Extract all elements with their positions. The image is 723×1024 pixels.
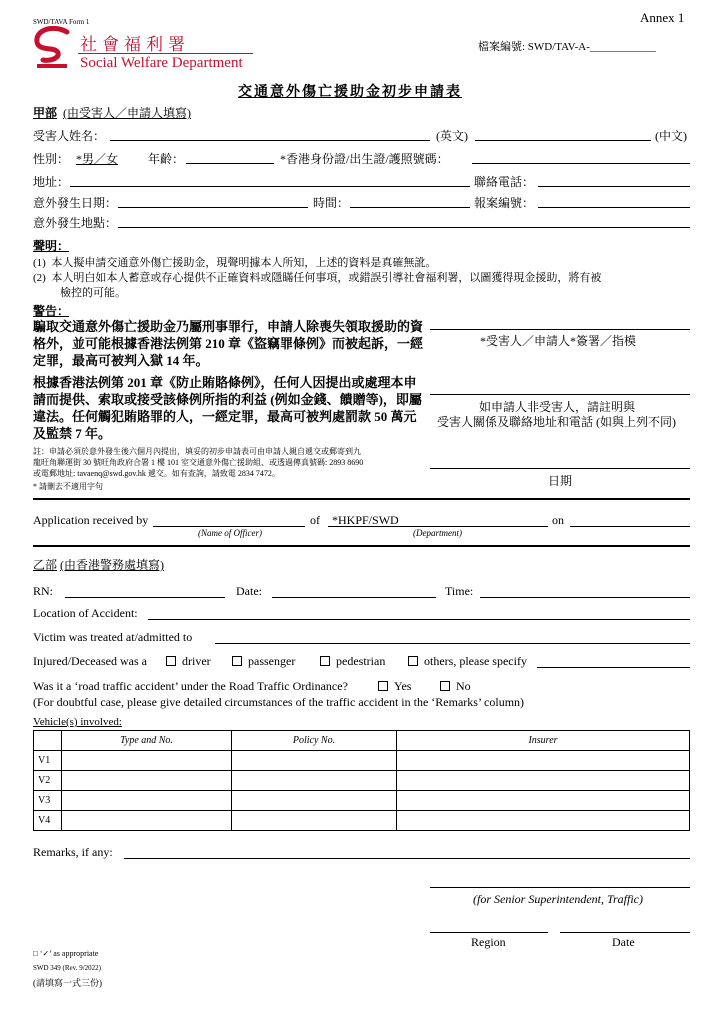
signature-field[interactable]: [430, 329, 690, 330]
phone-label: 聯絡電話：: [474, 175, 535, 189]
option-driver[interactable]: driver: [166, 654, 211, 669]
sex-value[interactable]: *男／女: [76, 152, 119, 166]
rn-label: RN:: [33, 584, 54, 598]
part-a-heading: 甲部 (由受害人／申請人填寫): [33, 106, 192, 120]
report-number-field[interactable]: [538, 207, 690, 208]
declaration-heading: 聲明：: [33, 239, 70, 253]
note-line-3: 或電郵地址: tavaenq@swd.gov.hk 遞交。如有查詢，請致電 2834 7472。: [33, 469, 280, 478]
dept-chinese: 社會福利署: [80, 35, 190, 55]
address-label: 地址：: [33, 175, 70, 189]
checkbox-icon[interactable]: [378, 681, 388, 691]
table-row: [34, 791, 690, 811]
form-code: SWD/TAVA Form 1: [33, 18, 90, 26]
row-label: V1: [34, 751, 62, 771]
accident-time-field[interactable]: [350, 207, 470, 208]
officer-name-field[interactable]: [153, 526, 305, 527]
table-cell[interactable]: [232, 811, 397, 831]
option-no[interactable]: No: [440, 679, 471, 694]
checkbox-icon[interactable]: [408, 656, 418, 666]
report-number-label: 報案編號：: [474, 196, 535, 210]
relation-label-1: 如申請人非受害人，請註明與: [479, 400, 636, 414]
table-cell[interactable]: [397, 751, 690, 771]
relation-field[interactable]: [430, 394, 690, 395]
b-date-label: Date:: [236, 584, 262, 598]
received-date-field[interactable]: [570, 526, 690, 527]
table-cell[interactable]: [232, 791, 397, 811]
sign-date-label: 日期: [548, 474, 573, 488]
checkbox-icon[interactable]: [320, 656, 330, 666]
treated-field[interactable]: [215, 643, 690, 644]
victim-name-label: 受害人姓名：: [33, 129, 106, 143]
accident-time-label: 時間：: [313, 196, 350, 210]
table-cell[interactable]: [397, 791, 690, 811]
divider-2: [33, 545, 690, 547]
table-cell[interactable]: [397, 771, 690, 791]
accident-place-field[interactable]: [118, 227, 690, 228]
table-header: [34, 731, 62, 751]
table-cell[interactable]: [62, 811, 232, 831]
file-number-label: 檔案編號: SWD/TAV-A-____________: [478, 41, 656, 53]
id-label: *香港身份證/出生證/護照號碼：: [280, 152, 449, 166]
annex-label: Annex 1: [640, 10, 685, 25]
chinese-label: (中文): [655, 129, 687, 143]
option-pedestrian[interactable]: pedestrian: [320, 654, 385, 669]
ss-date-field[interactable]: [560, 932, 690, 933]
department-caption: (Department): [413, 528, 462, 538]
table-row: [34, 751, 690, 771]
part-b-heading: 乙部 (由香港警務處填寫): [33, 558, 165, 572]
b-date-field[interactable]: [272, 597, 436, 598]
note-line-1: 註：申請必須於意外發生後六個月內提出，填妥的初步申請表可由申請人親自遞交或郵寄到九: [33, 447, 361, 456]
tick-note: □ ‘✓’ as appropriate: [33, 949, 99, 958]
swd-logo-icon: [33, 26, 73, 70]
accident-date-field[interactable]: [118, 207, 308, 208]
ss-date-label: Date: [612, 935, 635, 949]
b-time-label: Time:: [445, 584, 474, 598]
vehicles-label: Vehicle(s) involved:: [33, 716, 122, 728]
treated-label: Victim was treated at/admitted to: [33, 630, 193, 644]
divider-1: [33, 498, 690, 500]
doubtful-note: (For doubtful case, please give detailed circumstances of the traffic accident in the ‘Remarks’ column): [33, 695, 525, 709]
phone-field[interactable]: [538, 186, 690, 187]
row-label: V3: [34, 791, 62, 811]
age-field[interactable]: [186, 163, 274, 164]
region-field[interactable]: [430, 932, 548, 933]
declaration-2: (2) 本人明白如本人蓄意或存心提供不正確資料或隱瞞任何事項，或錯誤引導社會福利署，以圖獲得現金援助，將有被: [33, 272, 602, 284]
revision-label: SWD 349 (Rev. 9/2022): [33, 964, 101, 972]
others-specify-field[interactable]: [537, 667, 690, 668]
on-label: on: [552, 513, 564, 527]
checkbox-icon[interactable]: [166, 656, 176, 666]
warning-theft: 騙取交通意外傷亡援助金乃屬刑事罪行，申請人除喪失領取援助的資格外，並可能根據香港法例第 210 章《盜竊罪條例》而被起訴，一經定罪，最高可被判入獄 14 年。: [33, 319, 424, 368]
location-field[interactable]: [148, 619, 690, 620]
age-label: 年齡：: [148, 152, 185, 166]
warning-heading: 警告：: [33, 304, 70, 318]
logo-divider: [78, 53, 253, 54]
victim-name-english-field[interactable]: [110, 140, 430, 141]
english-label: (英文): [436, 129, 468, 143]
ss-caption: (for Senior Superintendent, Traffic): [473, 892, 643, 906]
vehicles-table: [33, 730, 690, 831]
table-cell[interactable]: [62, 771, 232, 791]
option-passenger[interactable]: passenger: [232, 654, 295, 669]
sign-date-field[interactable]: [430, 468, 690, 469]
ss-signature-field[interactable]: [430, 887, 690, 888]
option-others[interactable]: others, please specify: [408, 654, 527, 669]
table-cell[interactable]: [397, 811, 690, 831]
checkbox-icon[interactable]: [440, 681, 450, 691]
note-line-2: 龍旺角聯運街 30 號旺角政府合署 1 樓 101 室交通意外傷亡援助組、或透過傳真號碼: 2893 8690: [33, 458, 364, 467]
table-cell[interactable]: [232, 771, 397, 791]
table-header-row: [34, 731, 690, 751]
accident-date-label: 意外發生日期：: [33, 196, 118, 210]
note-delete: * 請刪去不適用字句: [33, 482, 103, 491]
row-label: V4: [34, 811, 62, 831]
location-label: Location of Accident:: [33, 606, 138, 620]
triplicate-note: (請填寫一式三份): [33, 978, 102, 988]
sex-label: 性別：: [33, 152, 70, 166]
of-label: of: [310, 513, 320, 527]
department-value: *HKPF/SWD: [332, 513, 399, 527]
table-header: Policy No.: [232, 731, 397, 751]
received-by-label: Application received by: [33, 513, 149, 527]
rta-question: Was it a ‘road traffic accident’ under the Road Traffic Ordinance?: [33, 679, 348, 693]
relation-label-2: 受害人關係及聯絡地址和電話 (如與上列不同): [437, 415, 676, 429]
row-label: V2: [34, 771, 62, 791]
id-field[interactable]: [472, 163, 690, 164]
declaration-1: (1) 本人擬申請交通意外傷亡援助金，現聲明據本人所知，上述的資料是真確無訛。: [33, 257, 437, 269]
checkbox-icon[interactable]: [232, 656, 242, 666]
table-cell[interactable]: [232, 751, 397, 771]
table-header: Type and No.: [62, 731, 232, 751]
officer-caption: (Name of Officer): [198, 528, 262, 538]
form-title: 交通意外傷亡援助金初步申請表: [238, 85, 462, 100]
region-label: Region: [471, 935, 506, 949]
table-row: [34, 811, 690, 831]
declaration-2-cont: 檢控的可能。: [60, 287, 126, 299]
table-header: Insurer: [397, 731, 690, 751]
signature-label: *受害人／申請人*簽署／指模: [480, 334, 637, 348]
remarks-field[interactable]: [124, 858, 690, 859]
rn-field[interactable]: [65, 597, 225, 598]
table-row: [34, 771, 690, 791]
victim-name-chinese-field[interactable]: [475, 140, 651, 141]
b-time-field[interactable]: [480, 597, 690, 598]
table-cell[interactable]: [62, 751, 232, 771]
table-cell[interactable]: [62, 791, 232, 811]
injured-label: Injured/Deceased was a: [33, 654, 147, 668]
remarks-label: Remarks, if any:: [33, 845, 113, 859]
warning-bribery: 根據香港法例第 201 章《防止賄賂條例》，任何人因提出或處理本申請而提供、索取或接受該條例所指的利益 (例如金錢、饋贈等)，即屬違法。任何觸犯賄賂罪的人，一經定罪，最高可被判處罰款 50 萬元及監禁 7 年。: [33, 375, 422, 441]
dept-english: Social Welfare Department: [80, 55, 243, 71]
option-yes[interactable]: Yes: [378, 679, 411, 694]
accident-place-label: 意外發生地點：: [33, 216, 118, 230]
address-field[interactable]: [70, 186, 470, 187]
